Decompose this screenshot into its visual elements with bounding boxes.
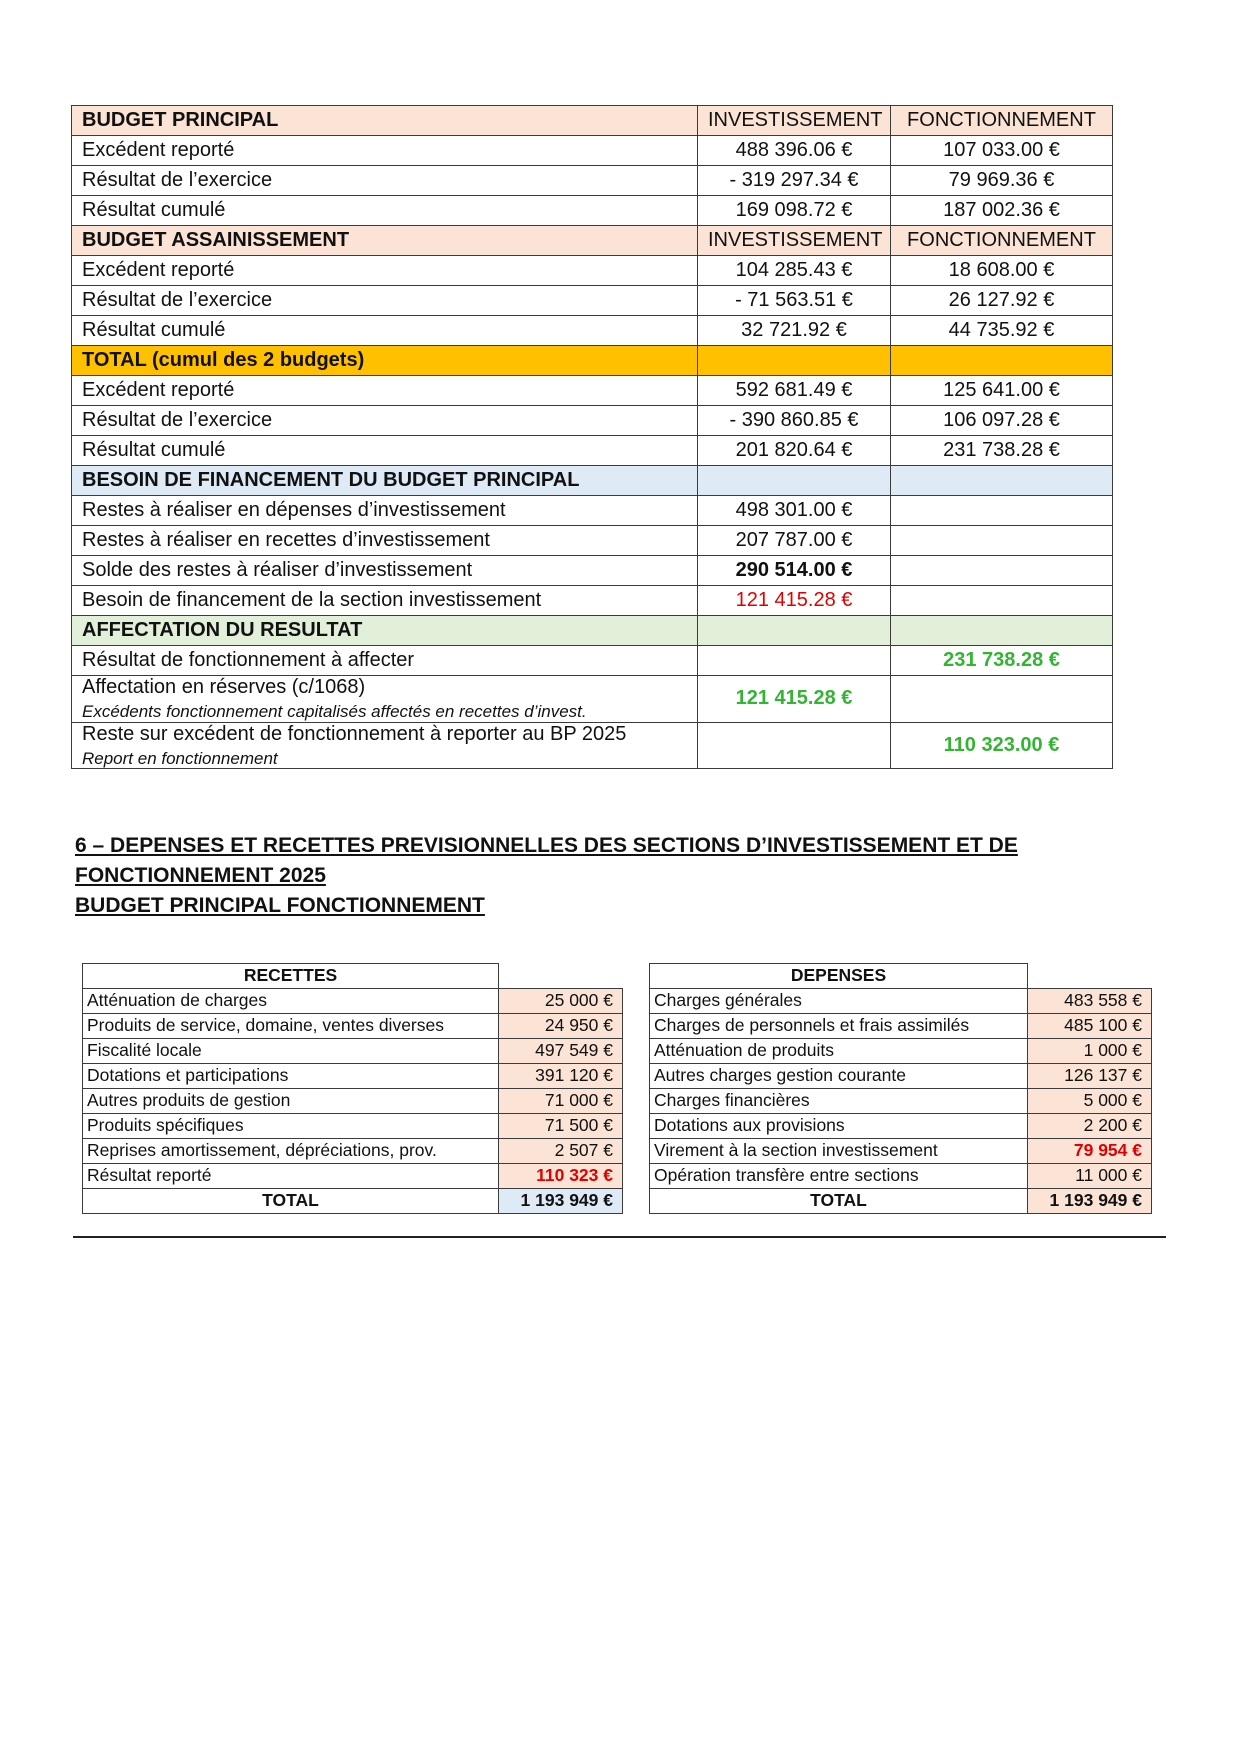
recette-label: Dotations et participations — [83, 1064, 499, 1089]
table-row — [83, 1064, 623, 1089]
recettes-header-row — [83, 964, 623, 989]
recette-label: Produits spécifiques — [83, 1114, 499, 1139]
table-row — [72, 406, 1113, 436]
table-row — [650, 1114, 1152, 1139]
section-heading-line-3: BUDGET PRINCIPAL FONCTIONNEMENT — [75, 894, 485, 917]
recette-label: Atténuation de charges — [83, 989, 499, 1014]
investissement-column-header: INVESTISSEMENT — [698, 106, 891, 136]
table-row — [72, 286, 1113, 316]
affectation-title: AFFECTATION DU RESULTAT — [72, 616, 698, 646]
empty-cell — [1028, 964, 1152, 989]
row-label: Excédent reporté — [72, 136, 698, 166]
depense-amount: 126 137 € — [1028, 1064, 1152, 1089]
table-row — [72, 646, 1113, 676]
fonctionnement-column-header: FONCTIONNEMENT — [891, 106, 1113, 136]
table-row — [83, 989, 623, 1014]
investissement-value: - 71 563.51 € — [698, 286, 891, 316]
empty-cell — [891, 586, 1113, 616]
fonctionnement-value: 110 323.00 € — [891, 722, 1113, 769]
table-row — [72, 496, 1113, 526]
recette-amount: 71 000 € — [499, 1089, 623, 1114]
investissement-value: 201 820.64 € — [698, 436, 891, 466]
depenses-total-row — [650, 1189, 1152, 1214]
row-sublabel: Excédents fonctionnement capitalisés affectés en recettes d’invest. — [82, 702, 587, 721]
investissement-column-header: INVESTISSEMENT — [698, 226, 891, 256]
investissement-value: 207 787.00 € — [698, 526, 891, 556]
results-table — [71, 105, 1113, 769]
table-row — [650, 1164, 1152, 1189]
empty-cell — [891, 556, 1113, 586]
table-row — [650, 989, 1152, 1014]
depenses-header-row — [650, 964, 1152, 989]
fonctionnement-value: 187 002.36 € — [891, 196, 1113, 226]
table-row — [72, 556, 1113, 586]
table-row — [72, 676, 1113, 723]
row-label: Besoin de financement de la section investissement — [72, 586, 698, 616]
total-label: TOTAL — [650, 1189, 1028, 1214]
total-header-row — [72, 346, 1113, 376]
table-row — [72, 722, 1113, 769]
depense-amount: 485 100 € — [1028, 1014, 1152, 1039]
row-label: Solde des restes à réaliser d’investissement — [72, 556, 698, 586]
empty-cell — [698, 466, 891, 496]
depense-amount: 1 000 € — [1028, 1039, 1152, 1064]
investissement-value: 32 721.92 € — [698, 316, 891, 346]
empty-cell — [698, 646, 891, 676]
depense-amount: 79 954 € — [1028, 1139, 1152, 1164]
besoin-title: BESOIN DE FINANCEMENT DU BUDGET PRINCIPAL — [72, 466, 698, 496]
total-amount: 1 193 949 € — [1028, 1189, 1152, 1214]
table-row — [650, 1039, 1152, 1064]
table-row — [83, 1014, 623, 1039]
depense-amount: 5 000 € — [1028, 1089, 1152, 1114]
empty-cell — [698, 722, 891, 769]
depenses-title: DEPENSES — [650, 964, 1028, 989]
row-sublabel: Report en fonctionnement — [82, 748, 278, 768]
empty-cell — [499, 964, 623, 989]
row-label: Résultat de l’exercice — [72, 166, 698, 196]
depense-label: Opération transfère entre sections — [650, 1164, 1028, 1189]
depense-amount: 483 558 € — [1028, 989, 1152, 1014]
horizontal-divider — [73, 1236, 1166, 1238]
empty-cell — [891, 496, 1113, 526]
investissement-value: 121 415.28 € — [698, 676, 891, 723]
depenses-table — [649, 963, 1152, 1214]
budget-assainissement-title: BUDGET ASSAINISSEMENT — [72, 226, 698, 256]
empty-cell — [891, 466, 1113, 496]
depense-label: Autres charges gestion courante — [650, 1064, 1028, 1089]
row-label: Résultat de fonctionnement à affecter — [72, 646, 698, 676]
table-row — [83, 1139, 623, 1164]
empty-cell — [891, 346, 1113, 376]
recettes-total-row — [83, 1189, 623, 1214]
recette-amount: 24 950 € — [499, 1014, 623, 1039]
table-row — [650, 1139, 1152, 1164]
depense-amount: 11 000 € — [1028, 1164, 1152, 1189]
investissement-value: - 319 297.34 € — [698, 166, 891, 196]
table-row — [650, 1014, 1152, 1039]
fonctionnement-value: 26 127.92 € — [891, 286, 1113, 316]
recette-label: Résultat reporté — [83, 1164, 499, 1189]
fonctionnement-value: 231 738.28 € — [891, 436, 1113, 466]
total-amount: 1 193 949 € — [499, 1189, 623, 1214]
row-label: Affectation en réserves (c/1068) — [82, 676, 366, 698]
table-row — [72, 436, 1113, 466]
fonctionnement-value: 79 969.36 € — [891, 166, 1113, 196]
row-label: Excédent reporté — [72, 376, 698, 406]
total-label: TOTAL — [83, 1189, 499, 1214]
recette-amount: 25 000 € — [499, 989, 623, 1014]
section-heading-line-2: FONCTIONNEMENT 2025 — [75, 864, 326, 887]
investissement-value: 121 415.28 € — [698, 586, 891, 616]
budget-principal-title: BUDGET PRINCIPAL — [72, 106, 698, 136]
row-label: Résultat de l’exercice — [72, 406, 698, 436]
recette-amount: 391 120 € — [499, 1064, 623, 1089]
recettes-table — [82, 963, 623, 1214]
recette-label: Autres produits de gestion — [83, 1089, 499, 1114]
depense-label: Charges générales — [650, 989, 1028, 1014]
row-label-cell — [72, 722, 698, 769]
fonctionnement-value: 107 033.00 € — [891, 136, 1113, 166]
row-label-cell — [72, 676, 698, 723]
empty-cell — [891, 526, 1113, 556]
row-label: Résultat de l’exercice — [72, 286, 698, 316]
table-row — [72, 526, 1113, 556]
row-label: Résultat cumulé — [72, 196, 698, 226]
table-row — [72, 166, 1113, 196]
table-row — [72, 376, 1113, 406]
recette-amount: 71 500 € — [499, 1114, 623, 1139]
recette-amount: 497 549 € — [499, 1039, 623, 1064]
investissement-value: 104 285.43 € — [698, 256, 891, 286]
depense-label: Charges financières — [650, 1089, 1028, 1114]
table-row — [72, 136, 1113, 166]
table-row — [83, 1114, 623, 1139]
row-label: Excédent reporté — [72, 256, 698, 286]
table-row — [72, 256, 1113, 286]
recettes-title: RECETTES — [83, 964, 499, 989]
total-title: TOTAL (cumul des 2 budgets) — [72, 346, 698, 376]
depense-amount: 2 200 € — [1028, 1114, 1152, 1139]
table-row — [83, 1089, 623, 1114]
fonctionnement-value: 125 641.00 € — [891, 376, 1113, 406]
fonctionnement-value: 231 738.28 € — [891, 646, 1113, 676]
fonctionnement-value: 106 097.28 € — [891, 406, 1113, 436]
fonctionnement-column-header: FONCTIONNEMENT — [891, 226, 1113, 256]
row-label: Résultat cumulé — [72, 436, 698, 466]
affectation-header-row — [72, 616, 1113, 646]
empty-cell — [891, 676, 1113, 723]
table-row — [650, 1064, 1152, 1089]
fonctionnement-value: 44 735.92 € — [891, 316, 1113, 346]
row-label: Restes à réaliser en recettes d’investissement — [72, 526, 698, 556]
fonctionnement-value: 18 608.00 € — [891, 256, 1113, 286]
budget-principal-header-row — [72, 106, 1113, 136]
investissement-value: 592 681.49 € — [698, 376, 891, 406]
row-label: Reste sur excédent de fonctionnement à reporter au BP 2025 — [82, 722, 627, 745]
row-label: Restes à réaliser en dépenses d’investissement — [72, 496, 698, 526]
depense-label: Charges de personnels et frais assimilés — [650, 1014, 1028, 1039]
recette-label: Produits de service, domaine, ventes diverses — [83, 1014, 499, 1039]
empty-cell — [698, 616, 891, 646]
budget-assainissement-header-row — [72, 226, 1113, 256]
investissement-value: 169 098.72 € — [698, 196, 891, 226]
row-label: Résultat cumulé — [72, 316, 698, 346]
investissement-value: 498 301.00 € — [698, 496, 891, 526]
section-heading-line-1: 6 – DEPENSES ET RECETTES PREVISIONNELLES DES SECTIONS D’INVESTISSEMENT ET DE — [75, 834, 1018, 857]
besoin-header-row — [72, 466, 1113, 496]
investissement-value: - 390 860.85 € — [698, 406, 891, 436]
empty-cell — [698, 346, 891, 376]
empty-cell — [891, 616, 1113, 646]
table-row — [650, 1089, 1152, 1114]
depense-label: Dotations aux provisions — [650, 1114, 1028, 1139]
section-heading — [75, 831, 1075, 921]
recette-label: Reprises amortissement, dépréciations, prov. — [83, 1139, 499, 1164]
depense-label: Atténuation de produits — [650, 1039, 1028, 1064]
investissement-value: 488 396.06 € — [698, 136, 891, 166]
table-row — [83, 1039, 623, 1064]
recette-label: Fiscalité locale — [83, 1039, 499, 1064]
recette-amount: 2 507 € — [499, 1139, 623, 1164]
table-row — [72, 586, 1113, 616]
table-row — [83, 1164, 623, 1189]
recette-amount: 110 323 € — [499, 1164, 623, 1189]
table-row — [72, 316, 1113, 346]
table-row — [72, 196, 1113, 226]
investissement-value: 290 514.00 € — [698, 556, 891, 586]
depense-label: Virement à la section investissement — [650, 1139, 1028, 1164]
